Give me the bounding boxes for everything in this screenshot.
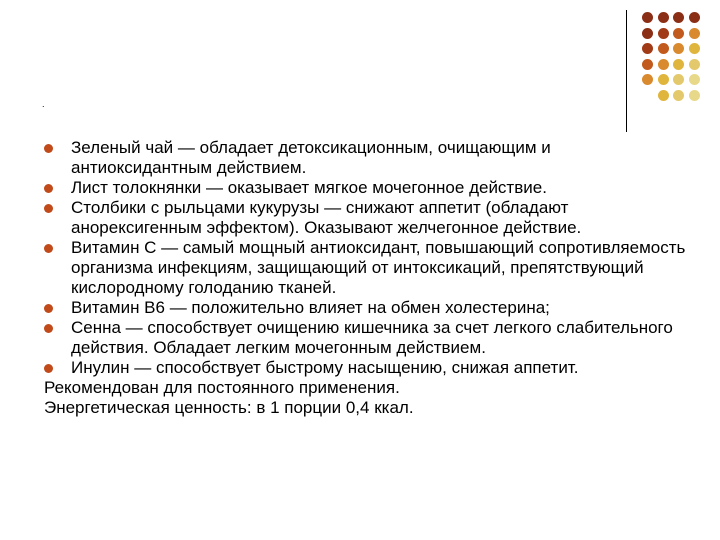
decorative-dot [658, 90, 669, 101]
decorative-dot [689, 12, 700, 23]
list-item [44, 298, 694, 318]
decorative-dot [689, 59, 700, 70]
list-item [44, 178, 694, 198]
list-item-text: Витамин С — самый мощный антиоксидант, повышающий сопротивляемость организма инфекциям, защищающий от интоксикаций, препятствующий кислородному голоданию тканей. [71, 238, 686, 297]
decorative-dot [642, 59, 653, 70]
decorative-dot [642, 74, 653, 85]
list-item [44, 138, 694, 178]
list-item [44, 318, 694, 358]
bullet-dot-icon [44, 304, 53, 313]
list-item-text: Лист толокнянки — оказывает мягкое мочегонное действие. [71, 178, 547, 197]
decorative-dot [658, 74, 669, 85]
decorative-dot [642, 28, 653, 39]
bullet-dot-icon [44, 324, 53, 333]
list-item-text: Зеленый чай — обладает детоксикационным, очищающим и антиоксидантным действием. [71, 138, 551, 177]
list-item [44, 358, 694, 378]
decorative-dot [673, 90, 684, 101]
list-item [44, 238, 694, 298]
decorative-dot [673, 12, 684, 23]
decorative-dot [689, 74, 700, 85]
list-item-text: Витамин В6 — положительно влияет на обмен холестерина; [71, 298, 550, 317]
decorative-dot [658, 59, 669, 70]
bullet-dot-icon [44, 184, 53, 193]
decorative-dot [658, 28, 669, 39]
list-item-text: Сенна — способствует очищению кишечника за счет легкого слабительного действия. Обладает легким мочегонным действием. [71, 318, 673, 357]
decorative-dot [658, 43, 669, 54]
decorative-dot [642, 43, 653, 54]
list-item [44, 198, 694, 238]
decorative-dot [642, 12, 653, 23]
list-item-text: Столбики с рыльцами кукурузы — снижают аппетит (обладают анорексигенным эффектом). Оказывают желчегонное действие. [71, 198, 582, 237]
decorative-dot [673, 28, 684, 39]
tiny-mark: . [42, 99, 45, 109]
decorative-dot [658, 12, 669, 23]
decorative-dot-grid [642, 12, 712, 107]
bullet-dot-icon [44, 144, 53, 153]
decorative-dot [689, 28, 700, 39]
decorative-dot [689, 43, 700, 54]
decorative-dot [689, 90, 700, 101]
vertical-divider [626, 10, 627, 132]
bullet-dot-icon [44, 244, 53, 253]
decorative-dot [673, 59, 684, 70]
decorative-dot [673, 43, 684, 54]
list-item-text: Инулин — способствует быстрому насыщению, снижая аппетит. [71, 358, 579, 377]
note-line: Рекомендован для постоянного применения. [44, 378, 400, 397]
bullet-dot-icon [44, 204, 53, 213]
note-line: Энергетическая ценность: в 1 порции 0,4 ккал. [44, 398, 414, 417]
slide-content [44, 138, 694, 418]
bullet-dot-icon [44, 364, 53, 373]
decorative-dot [673, 74, 684, 85]
